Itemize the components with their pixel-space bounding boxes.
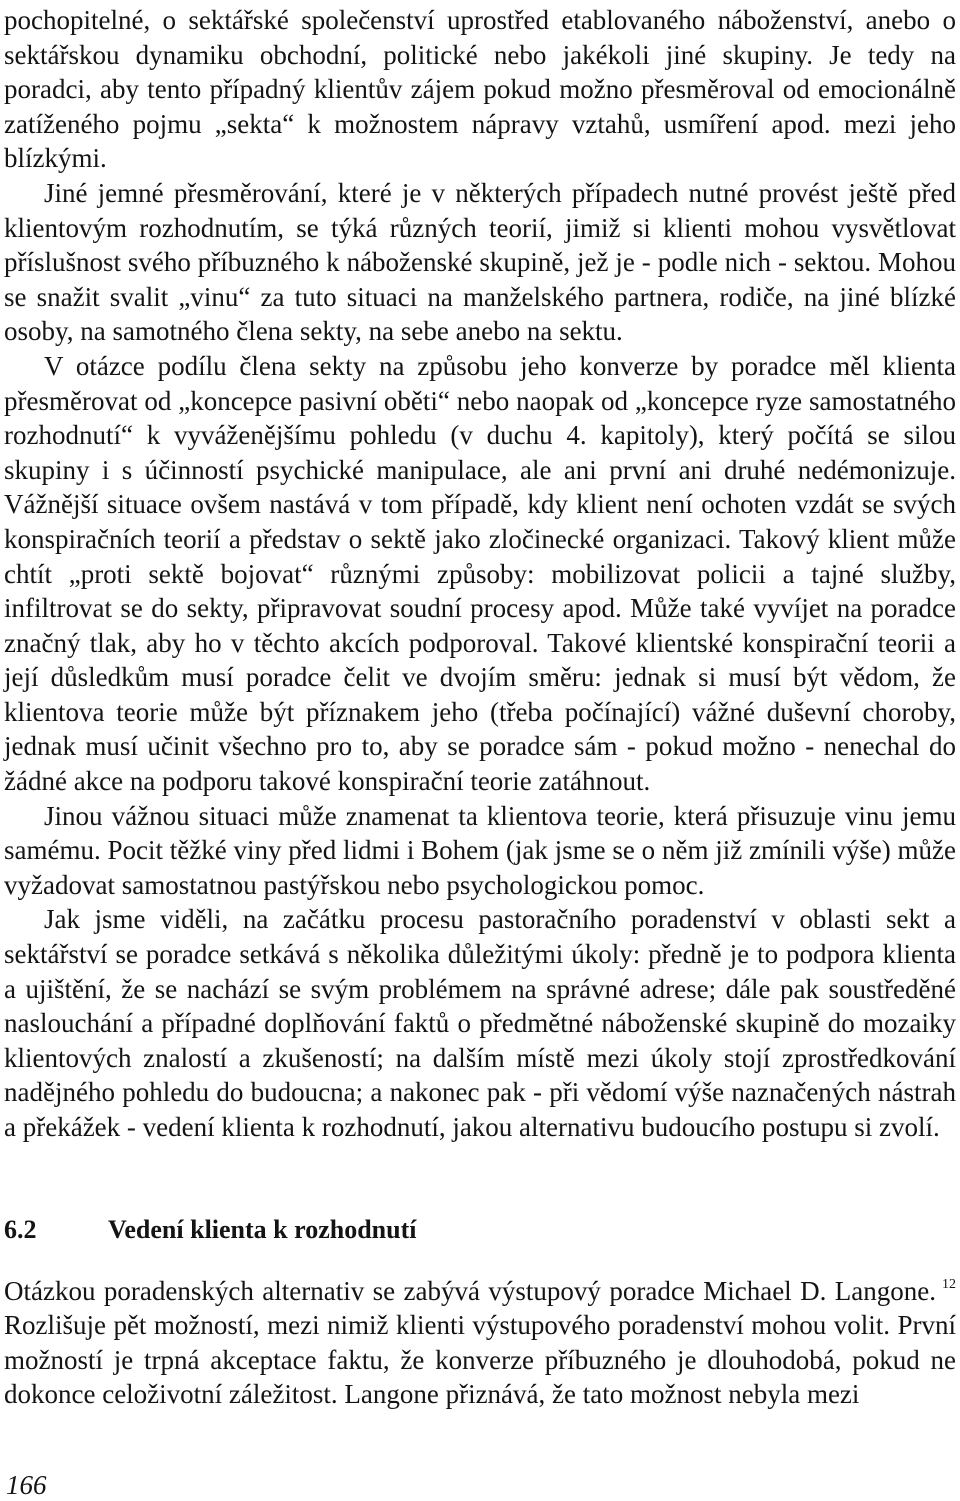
footnote-reference[interactable]: 12 [942, 1276, 956, 1292]
page-number: 166 [6, 1470, 47, 1500]
body-paragraph-1: pochopitelné, o sektářské společenství uprostřed etablovaného náboženství, anebo o sektářskou dynamiku obchodní, politické nebo jakékoli jiné skupiny. Je tedy na poradci, aby tento případný klientův zájem pokud možno přesměroval od emocionálně zatíženého pojmu „sekta“ k možnostem nápravy vztahů, usmíření apod. mezi jeho blízkými. [4, 5, 956, 174]
section-paragraph-continuation: Rozlišuje pět možností, mezi nimiž klienti výstupového poradenství mohou volit. První možností je trpná akceptace faktu, že konverze příbuzného je dlouhodobá, pokud ne dokonce celoživotní záležitost. Langone přiznává, že tato možnost nebyla mezi [4, 1310, 956, 1410]
section-paragraph-text: Otázkou poradenských alternativ se zabývá výstupový poradce Michael D. Langone. [4, 1275, 936, 1306]
section-paragraph [4, 1274, 956, 1412]
section-title: Vedení klienta k rozhodnutí [108, 1214, 417, 1244]
section-number: 6.2 [4, 1214, 37, 1244]
body-paragraph-2: Jiné jemné přesměrování, které je v některých případech nutné provést ještě před klientovým rozhodnutím, se týká různých teorií, jimiž si klienti mohou vysvětlovat příslušnost svého příbuzného k náboženské skupině, jež je - podle nich - sektou. Mohou se snažit svalit „vinu“ za tuto situaci na manželského partnera, rodiče, na jiné blízké osoby, na samotného člena sekty, na sebe anebo na sektu. [4, 177, 956, 347]
page-content [4, 0, 956, 1412]
body-paragraph-4: Jinou vážnou situaci může znamenat ta klientova teorie, která přisuzuje vinu jemu samému. Pocit těžké viny před lidmi i Bohem (jak jsme se o něm již zmínili výše) může vyžadovat samostatnou pastýřskou nebo psychologickou pomoc. [4, 800, 956, 900]
section-heading [4, 1211, 956, 1249]
body-paragraph-3: V otázce podílu člena sekty na způsobu jeho konverze by poradce měl klienta přesměrovat od „koncepce pasivní oběti“ nebo naopak od „koncepce ryze samostatného rozhodnutí“ k vyváženějšímu pohledu (v duchu 4. kapitoly), který počítá se silou skupiny i s účinností psychické manipulace, ale ani první ani druhé nedémonizuje. Vážnější situace ovšem nastává v tom případě, kdy klient není ochoten vzdát se svých konspiračních teorií a představ o sektě jako zločinecké organizaci. Takový klient může chtít „proti sektě bojovat“ různými způsoby: mobilizovat policii a tajné služby, infiltrovat se do sekty, připravovat soudní procesy apod. Může také vyvíjet na poradce značný tlak, aby ho v těchto akcích podporoval. Takové klientské konspirační teorii a její důsledkům musí poradce čelit ve dvojím směru: jednak si musí být vědom, že klientova teorie může být příznakem jeho (třeba počínající) vážné duševní choroby, jednak musí učinit všechno pro to, aby se poradce sám - pokud možno - nenechal do žádné akce na podporu takové konspirační teorie zatáhnout. [4, 350, 956, 797]
body-paragraph-5: Jak jsme viděli, na začátku procesu pastoračního poradenství v oblasti sekt a sektářství se poradce setkává s několika důležitými úkoly: předně je to podpora klienta a ujištění, že se nachází se svým problémem na správné adrese; dále pak soustředěné naslouchání a případné doplňování faktů o předmětné náboženské skupině do mozaiky klientových znalostí a zkušeností; na dalším místě mezi úkoly stojí zprostředkování nadějného pohledu do budoucna; a nakonec pak - při vědomí výše naznačených nástrah a překážek - vedení klienta k rozhodnutí, jakou alternativu budoucího postupu si zvolí. [4, 904, 956, 1142]
